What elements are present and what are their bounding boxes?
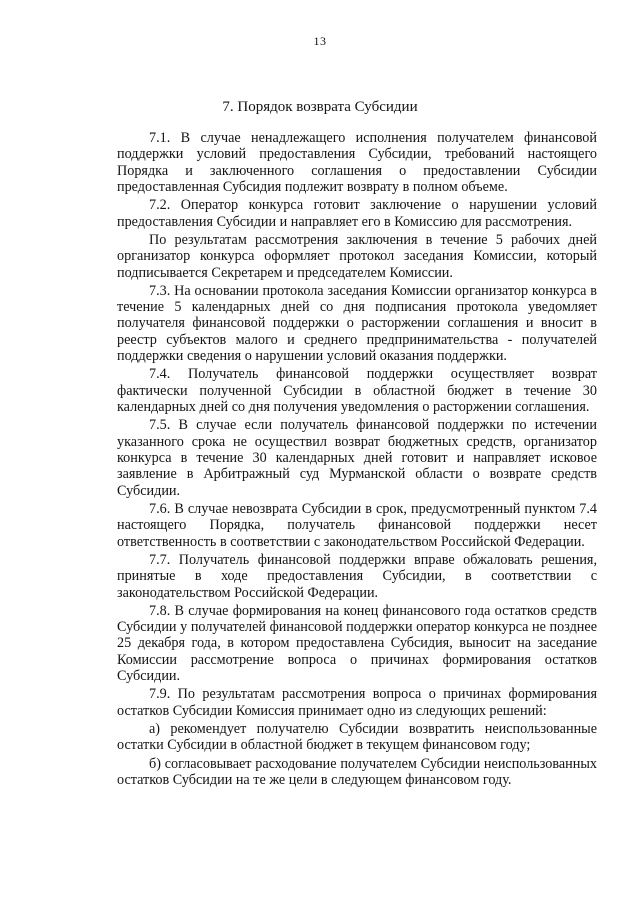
- paragraph-7-7: 7.7. Получатель финансовой поддержки вправе обжаловать решения, принятые в ходе предоставления Субсидии, в соответствии с законодательством Российской Федерации.: [117, 551, 597, 601]
- paragraph-7-1: 7.1. В случае ненадлежащего исполнения получателем финансовой поддержки условий предоставления Субсидии, требований настоящего Порядка и заключенного соглашения о предоставлении Субсидии предоставленная Субсидия подлежит возврату в полном объеме.: [117, 130, 597, 196]
- paragraph-7-9-a: а) рекомендует получателю Субсидии возвратить неиспользованные остатки Субсидии в областной бюджет в текущем финансовом году;: [117, 720, 597, 754]
- section-body: [117, 130, 597, 790]
- paragraph-7-9-b: б) согласовывает расходование получателем Субсидии неиспользованных остатков Субсидии на те же цели в следующем финансовом году.: [117, 755, 597, 788]
- page-number: 13: [313, 34, 327, 48]
- paragraph-7-2: 7.2. Оператор конкурса готовит заключение о нарушении условий предоставления Субсидии и направляет его в Комиссию для рассмотрения.: [117, 197, 597, 230]
- paragraph-7-9: 7.9. По результатам рассмотрения вопроса о причинах формирования остатков Субсидии Комиссия принимает одно из следующих решений:: [117, 686, 597, 719]
- paragraph-7-8: 7.8. В случае формирования на конец финансового года остатков средств Субсидии у получателей финансовой поддержки оператор конкурса не позднее 25 декабря года, в котором предоставлена Субсидия, выносит на заседание Комиссии рассмотрение вопроса о причинах формирования остатков Субсидии.: [117, 602, 597, 685]
- paragraph-7-4: 7.4. Получатель финансовой поддержки осуществляет возврат фактически полученной Субсидии в областной бюджет в течение 30 календарных дней со дня получения уведомления о расторжении соглашения.: [117, 366, 597, 416]
- paragraph-7-5: 7.5. В случае если получатель финансовой поддержки по истечении указанного срока не осуществил возврат бюджетных средств, организатор конкурса в течение 30 календарных дней готовит и направляет исковое заявление в Арбитражный суд Мурманской области о возврате средств Субсидии.: [117, 417, 597, 499]
- paragraph-7-6: 7.6. В случае невозврата Субсидии в срок, предусмотренный пунктом 7.4 настоящего Порядка, получатель финансовой поддержки несет ответственность в соответствии с законодательством Российской Федерации.: [117, 500, 597, 550]
- section-title: 7. Порядок возврата Субсидии: [222, 99, 418, 115]
- paragraph-7-2-protocol: По результатам рассмотрения заключения в течение 5 рабочих дней организатор конкурса оформляет протокол заседания Комиссии, который подписывается Секретарем и председателем Комиссии.: [117, 231, 597, 281]
- paragraph-7-3: 7.3. На основании протокола заседания Комиссии организатор конкурса в течение 5 календарных дней со дня подписания протокола уведомляет получателя финансовой поддержки о расторжении соглашения и вносит в реестр субъектов малого и среднего предпринимательства - получателей поддержки сведения о нарушении условий оказания поддержки.: [117, 282, 597, 365]
